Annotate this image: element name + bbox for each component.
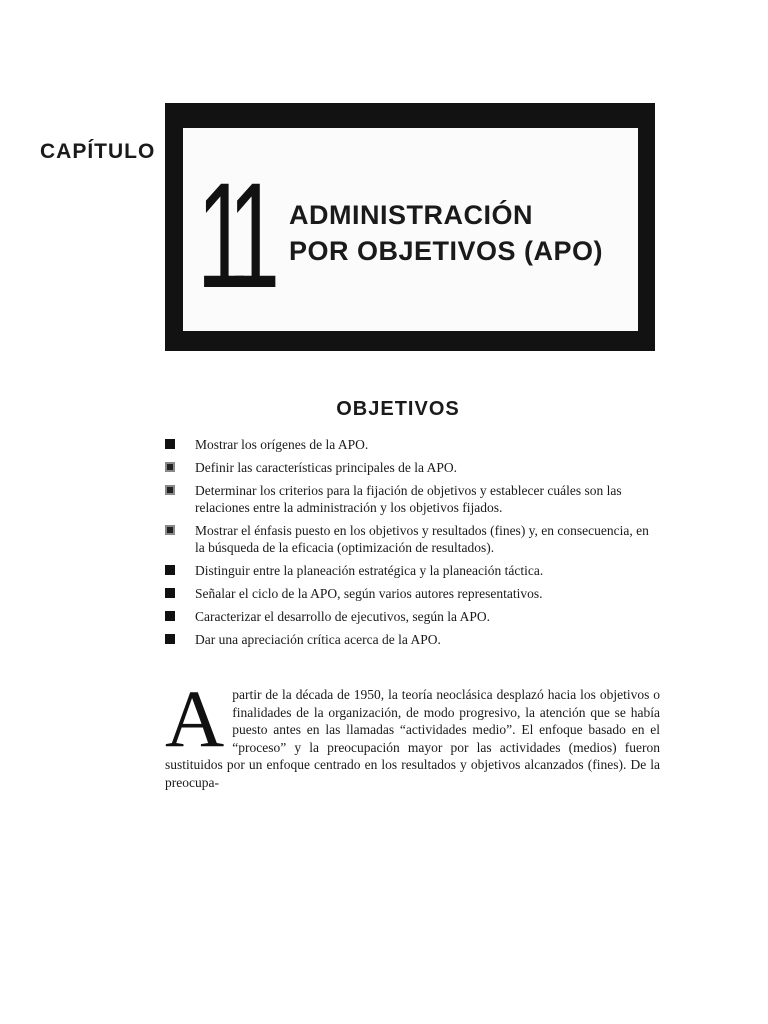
- chapter-title-line-2: POR OBJETIVOS (APO): [289, 236, 604, 266]
- objective-text: Dar una apreciación crítica acerca de la APO.: [195, 632, 441, 647]
- objective-text: Mostrar el énfasis puesto en los objetivos y resultados (fines) y, en consecuencia, en la búsqueda de la eficacia (optimización de resultados).: [195, 523, 649, 555]
- objective-item: [165, 562, 660, 579]
- objectives-heading: OBJETIVOS: [336, 398, 460, 420]
- objective-text: Distinguir entre la planeación estratégica y la planeación táctica.: [195, 563, 544, 578]
- square-bullet-icon: [165, 611, 175, 621]
- drop-cap: A: [165, 673, 225, 764]
- square-bullet-icon: [165, 588, 175, 598]
- square-bullet-icon: [165, 485, 175, 495]
- square-bullet-icon: [165, 565, 175, 575]
- objective-item: [165, 585, 660, 602]
- square-bullet-icon: [165, 439, 175, 449]
- objective-item: [165, 631, 660, 648]
- objectives-list: [165, 436, 660, 654]
- square-bullet-icon: [165, 462, 175, 472]
- square-bullet-icon: [165, 525, 175, 535]
- objective-item: [165, 482, 660, 516]
- objective-text: Señalar el ciclo de la APO, según varios autores representativos.: [195, 586, 543, 601]
- objective-item: [165, 522, 660, 556]
- objective-item: [165, 608, 660, 625]
- chapter-title: [289, 197, 603, 269]
- objective-item: [165, 459, 660, 476]
- chapter-header-tab: [165, 103, 245, 128]
- objective-text: Definir las características principales de la APO.: [195, 460, 458, 475]
- objective-item: [165, 436, 660, 453]
- chapter-title-line-1: ADMINISTRACIÓN: [289, 200, 533, 230]
- chapter-number: 11: [197, 151, 267, 319]
- objective-text: Mostrar los orígenes de la APO.: [195, 437, 369, 452]
- square-bullet-icon: [165, 634, 175, 644]
- body-text: partir de la década de 1950, la teoría neoclásica desplazó hacia los objetivos o finalidades de la organización, de modo progresivo, la atención que se había puesto antes en las llamadas “actividades medio”. El enfoque basado en el “proceso” y la preocupación mayor por las actividades (medios) fueron sustituidos por un enfoque centrado en los resultados y objetivos alcanzados (fines). De la preocupa-: [165, 687, 660, 790]
- chapter-label: CAPÍTULO: [40, 140, 156, 163]
- body-paragraph: [165, 673, 660, 791]
- objective-text: Caracterizar el desarrollo de ejecutivos, según la APO.: [195, 609, 491, 624]
- objective-text: Determinar los criterios para la fijación de objetivos y establecer cuáles son las relaciones entre la administración y los objetivos fijados.: [195, 483, 622, 515]
